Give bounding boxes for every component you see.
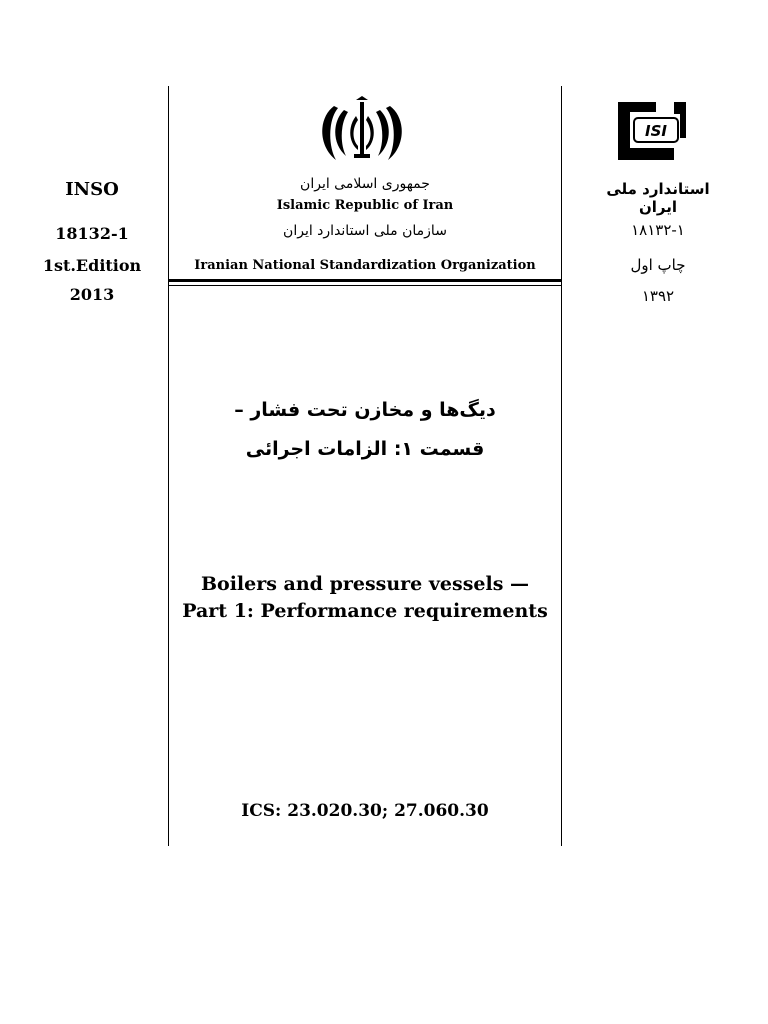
standard-number: 18132-1 — [55, 224, 129, 243]
organization-name-en: Iranian National Standardization Organization — [194, 258, 536, 273]
standard-number-fa: ۱۸۱۳۲-۱ — [631, 221, 685, 239]
year-fa: ۱۳۹۲ — [641, 287, 675, 305]
title-fa-line2: قسمت ۱: الزامات اجرائی — [245, 438, 485, 460]
header-rule-thick — [168, 279, 562, 282]
header-rule-thin — [168, 285, 562, 286]
title-en-line1: Boilers and pressure vessels — — [200, 573, 530, 595]
edition-fa: چاپ اول — [630, 256, 686, 274]
title-en-line2: Part 1: Performance requirements — [182, 600, 548, 622]
right-frame-line — [561, 86, 562, 846]
title-fa-line1: دیگ‌ها و مخازن تحت فشار – — [234, 399, 496, 421]
isiri-logo-icon — [612, 98, 692, 164]
republic-name-en: Islamic Republic of Iran — [276, 198, 454, 213]
org-code: INSO — [65, 179, 119, 200]
iran-emblem-icon — [316, 96, 408, 168]
republic-name-fa: جمهوری اسلامی ایران — [300, 176, 430, 192]
ics-codes: ICS: 23.020.30; 27.060.30 — [241, 801, 489, 821]
organization-name-fa: سازمان ملی استاندارد ایران — [283, 223, 447, 239]
edition: 1st.Edition — [42, 256, 142, 275]
svg-text:ISI: ISI — [645, 122, 667, 140]
year: 2013 — [69, 285, 115, 304]
standard-title-fa: استاندارد ملی ایران — [606, 180, 710, 216]
